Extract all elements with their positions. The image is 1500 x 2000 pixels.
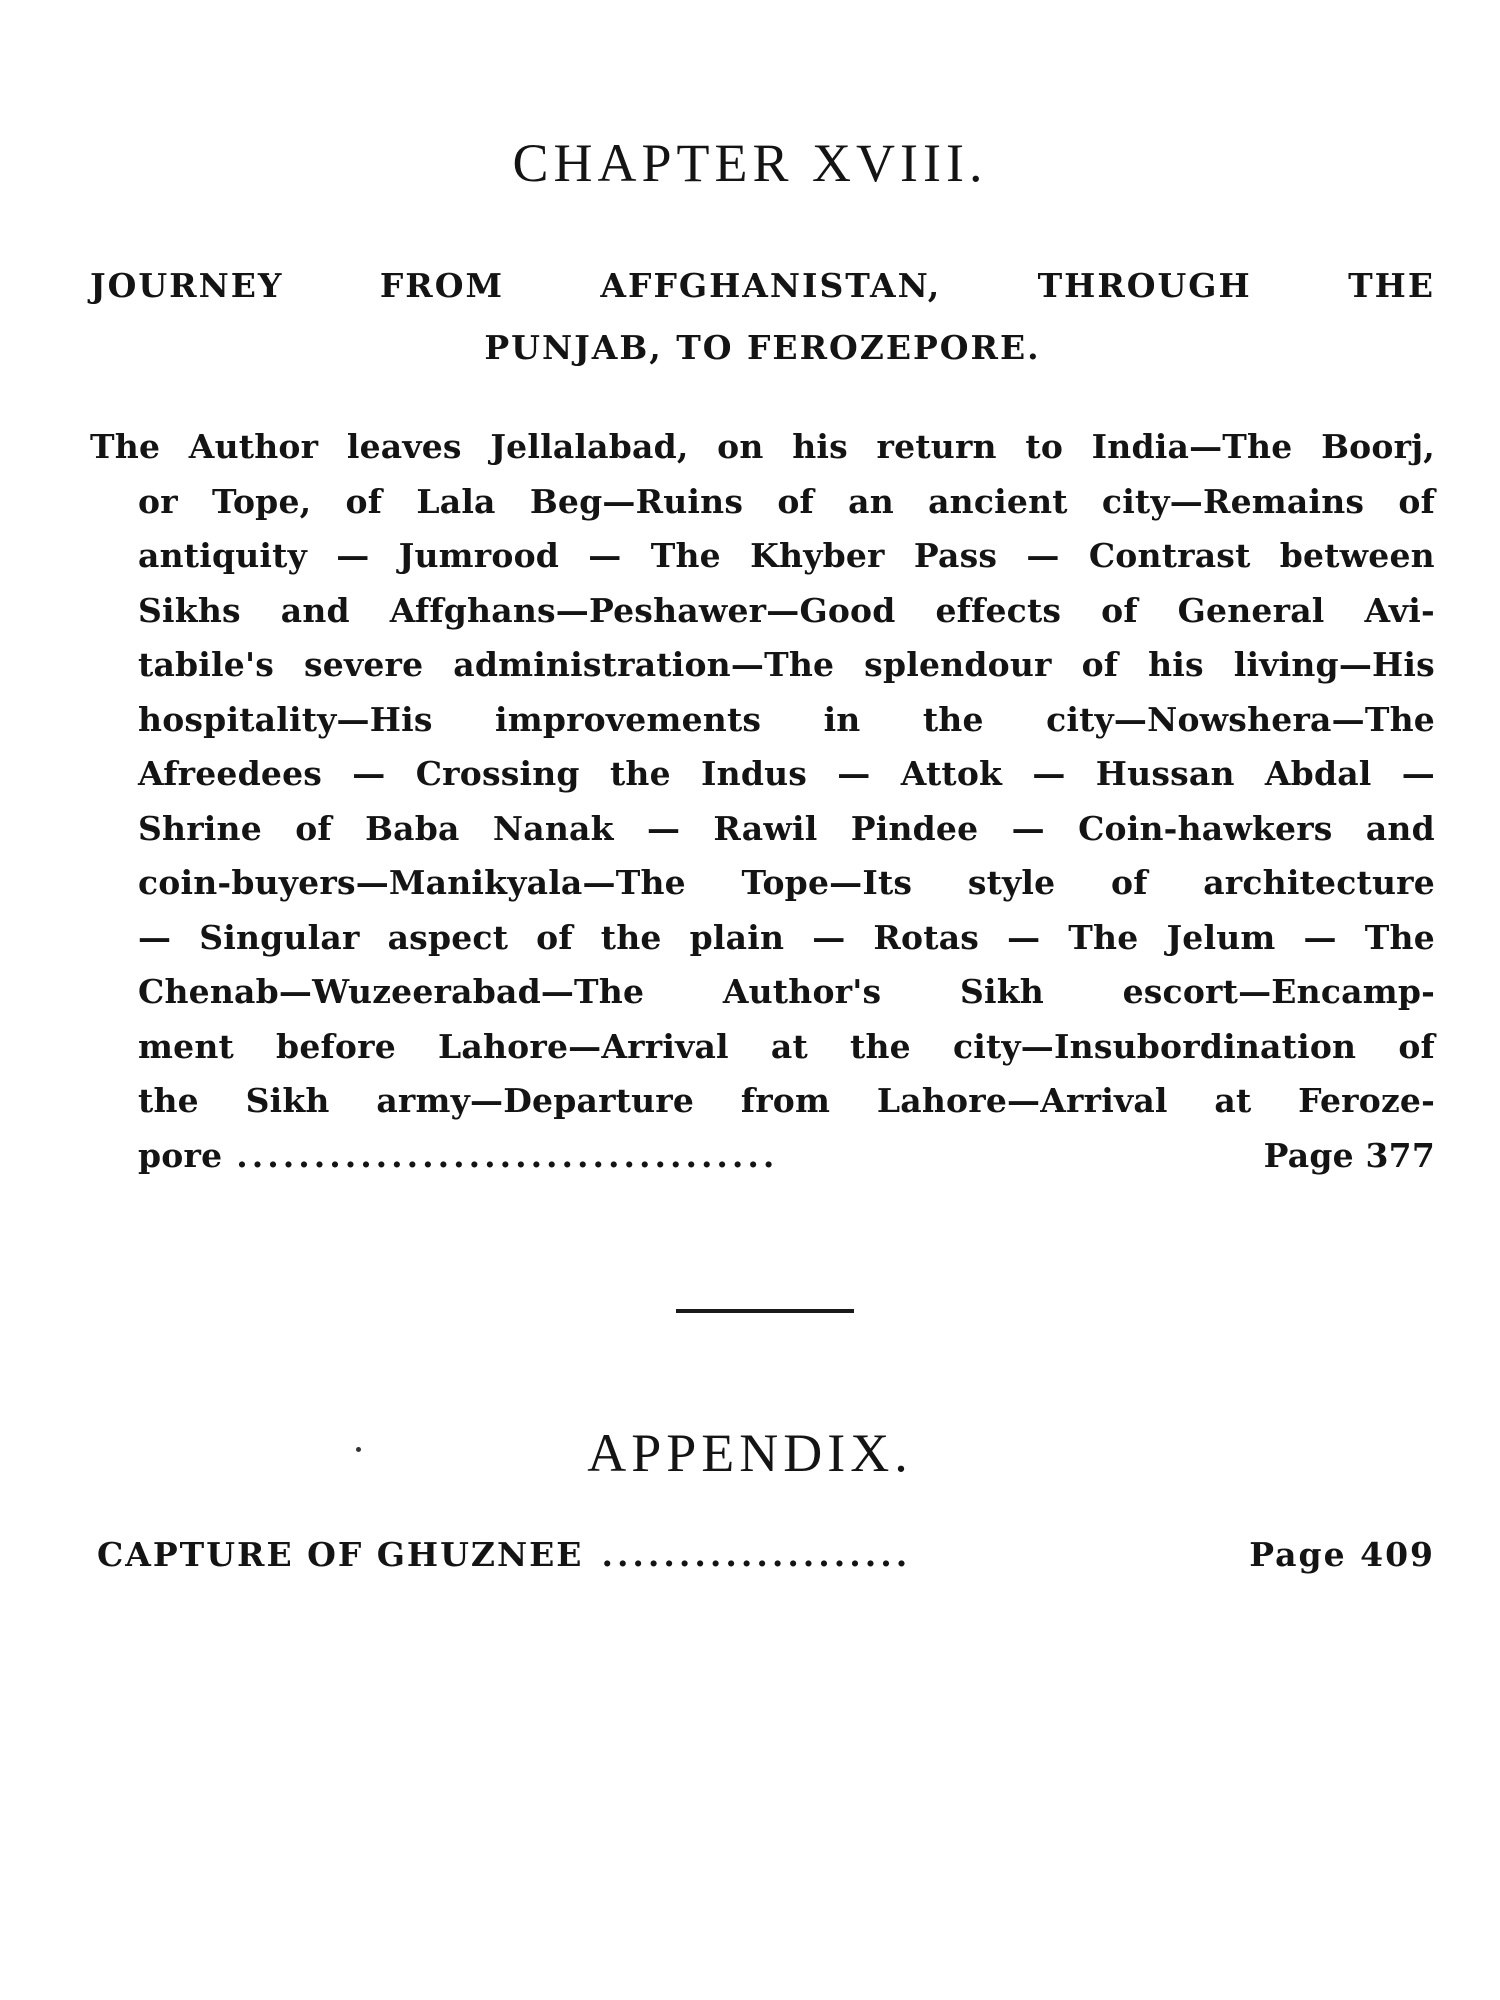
summary-word: on [717,427,764,466]
summary-word: The [1068,917,1139,957]
summary-word: Khyber [750,536,885,575]
summary-word: — [352,754,386,793]
chapter-heading: CHAPTER XVIII. [512,133,988,193]
summary-word: Avi- [1364,590,1435,630]
summary-word: the [922,699,984,739]
summary-word: to [1025,427,1064,466]
summary-word: The [1364,917,1435,957]
summary-line [90,802,1435,857]
summary-line [90,1020,1435,1075]
summary-word: Coin-hawkers [1078,808,1333,848]
title-word: AFFGHANISTAN, [600,266,942,305]
summary-word: Beg—Ruins [529,481,744,521]
title-word: JOURNEY [90,266,284,305]
summary-word: antiquity [138,536,307,575]
summary-word: in [823,699,861,739]
chapter-summary [90,420,1435,1183]
chapter-title [90,255,1435,379]
chapter-title-line-2: PUNJAB, TO FEROZEPORE. [484,328,1041,367]
summary-word: Author's [722,972,882,1011]
summary-word: Afreedees [138,754,323,793]
summary-word: Boorj, [1321,427,1435,466]
summary-word: at [1214,1081,1252,1120]
summary-word: Jelum [1166,917,1276,957]
summary-word: Sikh [959,972,1044,1011]
summary-last-word: pore [138,1135,223,1175]
summary-line [90,638,1435,693]
summary-line [90,420,1435,475]
summary-word: — [837,754,871,793]
summary-word: escort—Encamp- [1122,972,1435,1011]
summary-word: — [1011,808,1045,848]
summary-word: aspect [387,917,509,957]
summary-word: Contrast [1088,536,1251,575]
summary-word: Tope—Its [741,863,913,902]
summary-word: of [1101,590,1138,630]
summary-word: splendour [864,645,1052,684]
summary-word: of [345,481,383,521]
summary-line [90,475,1435,530]
summary-word: Affghans—Peshawer—Good [389,590,896,630]
title-word: THROUGH [1037,266,1252,305]
summary-word: — [588,536,622,575]
summary-word: leaves [346,427,462,466]
summary-word: Tope, [212,481,312,521]
summary-word: city—Nowshera—The [1046,699,1435,739]
summary-word: and [280,590,350,630]
summary-word: ancient [928,481,1068,521]
summary-word: Hussan [1095,754,1235,793]
summary-word: Nanak [492,808,614,848]
summary-word: effects [935,590,1062,630]
summary-word: from [740,1081,831,1120]
summary-line [90,747,1435,802]
summary-word: of [777,481,814,521]
summary-word: tabile's [138,645,275,684]
summary-word: city—Insubordination [952,1026,1357,1066]
summary-word: — [336,536,370,575]
summary-word: Jellalabad, [490,427,689,466]
summary-word: Rawil [713,808,818,848]
appendix-entry-title: CAPTURE OF GHUZNEE [97,1535,584,1574]
summary-word: — [812,917,846,957]
summary-word: India—The [1091,427,1293,466]
summary-word: Feroze- [1298,1081,1435,1120]
summary-word: Sikhs [138,590,241,630]
summary-word: Jumrood [398,536,560,575]
summary-word: living—His [1233,645,1435,684]
summary-word: and [1365,808,1435,848]
summary-line [90,911,1435,966]
summary-word: The [650,536,721,575]
title-word: THE [1348,266,1435,305]
page-reference: Page 377 [1263,1135,1435,1175]
summary-word: Pindee [850,808,979,848]
summary-word: Abdal [1264,754,1372,793]
summary-word: Singular [199,917,360,957]
summary-word: Pass [913,536,998,575]
summary-word: — [1303,917,1337,957]
summary-word: Lala [416,481,496,521]
summary-word: the [850,1026,911,1066]
summary-word: Attok [900,754,1003,793]
title-word: FROM [379,266,504,305]
summary-word: the [609,754,671,793]
summary-word: Lahore—Arrival [876,1081,1168,1120]
summary-word: architecture [1203,863,1435,902]
summary-word: administration—The [453,645,835,684]
summary-word: Lahore—Arrival [438,1026,729,1066]
summary-word: Indus [701,754,808,793]
summary-line [90,693,1435,748]
summary-word: Baba [365,808,460,848]
summary-word: return [876,427,997,466]
summary-word: severe [304,645,424,684]
summary-word: The [90,427,161,466]
summary-word: before [276,1026,396,1066]
summary-word: Crossing [415,754,580,793]
summary-word: or [138,481,178,521]
summary-word: of [1398,481,1435,521]
summary-word: style [967,863,1056,902]
summary-final-line [90,1129,1435,1184]
summary-word: — [138,917,172,957]
summary-line [90,856,1435,911]
summary-word: the [600,917,662,957]
summary-word: ment [138,1026,234,1066]
summary-word: improvements [494,699,762,739]
summary-line [90,584,1435,639]
appendix-entry [97,1535,1435,1574]
summary-word: Chenab—Wuzeerabad—The [138,972,645,1011]
summary-line [90,529,1435,584]
summary-word: his [792,427,848,466]
summary-word: the [138,1081,199,1120]
summary-word: plain [689,917,785,957]
summary-word: army—Departure [376,1081,695,1120]
summary-word: of [295,808,332,848]
summary-word: his [1148,645,1204,684]
summary-line [90,965,1435,1020]
section-divider [676,1309,854,1313]
appendix-heading: APPENDIX. [587,1423,913,1483]
summary-word: an [848,481,894,521]
chapter-title-line-1 [90,255,1435,317]
dot-leaders: .................... [601,1535,912,1574]
summary-word: General [1177,590,1325,630]
summary-word: between [1279,536,1435,575]
summary-word: Sikh [245,1081,330,1120]
summary-word: — [1401,754,1435,793]
summary-word: — [1026,536,1060,575]
summary-word: — [1032,754,1066,793]
summary-word: Author [188,427,319,466]
summary-word: at [770,1026,808,1066]
summary-word: hospitality—His [138,699,433,739]
summary-word: of [1110,863,1148,902]
summary-word: of [1398,1026,1435,1066]
summary-word: — [646,808,681,848]
appendix-page-reference: Page 409 [1249,1535,1435,1574]
summary-line [90,1074,1435,1129]
dot-leaders: ................................... [236,1135,779,1175]
summary-word: Rotas [873,917,980,957]
summary-word: — [1007,917,1041,957]
summary-word: of [536,917,573,957]
summary-word: coin-buyers—Manikyala—The [138,863,686,902]
summary-word: Shrine [138,808,262,848]
summary-word: of [1081,645,1119,684]
summary-word: city—Remains [1101,481,1365,521]
